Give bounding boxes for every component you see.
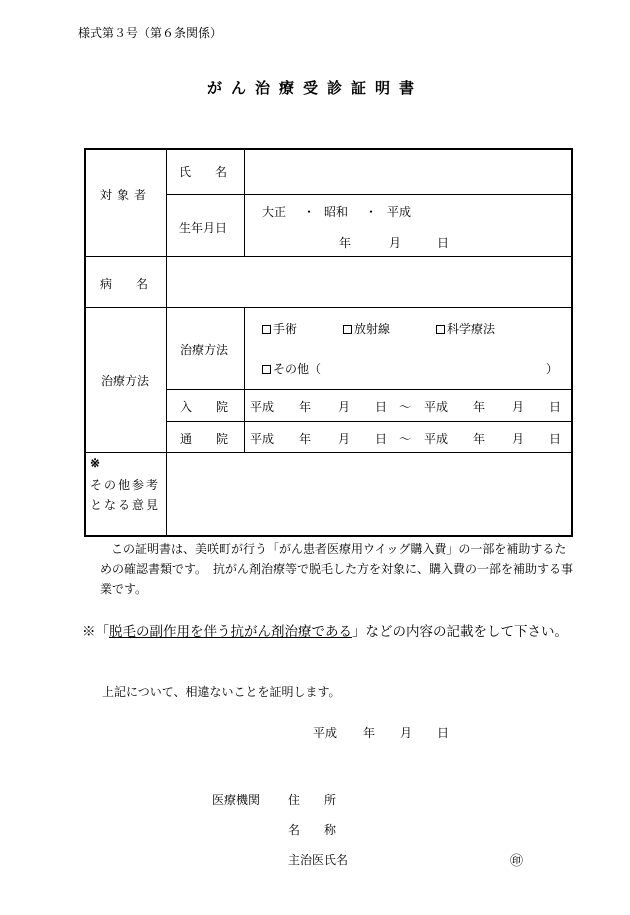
era-heisei[interactable]: 平成	[387, 205, 412, 219]
radiation-checkbox[interactable]	[343, 325, 352, 334]
treatment-method-label: 治療方法	[180, 343, 229, 357]
admission-start-era: 平成	[250, 400, 275, 414]
remarks-label-line1: その他参考	[90, 478, 161, 492]
treatment-label: 治療方法	[101, 374, 150, 388]
form-number: 様式第３号（第６条関係）	[78, 26, 223, 40]
birth-year-unit: 年	[339, 236, 352, 250]
name-label: 氏 名	[179, 165, 228, 179]
admission-start-year: 年	[299, 400, 312, 414]
option-surgery[interactable]	[262, 320, 297, 337]
seal-mark: ㊞	[510, 854, 524, 869]
admission-end-era: 平成	[424, 400, 449, 414]
disease-label: 病 名	[100, 277, 149, 291]
admission-end-year: 年	[473, 400, 486, 414]
cert-date-year: 年	[363, 726, 376, 740]
chemo-checkbox[interactable]	[436, 325, 445, 334]
outpatient-range-tilde: ～	[399, 432, 412, 446]
admission-range-tilde: ～	[399, 400, 412, 414]
birth-day-unit: 日	[437, 236, 450, 250]
birthdate-label: 生年月日	[179, 221, 228, 235]
radiation-label: 放射線	[354, 322, 391, 336]
outpatient-end-era: 平成	[424, 432, 449, 446]
outpatient-start-day: 日	[375, 432, 388, 446]
doctor-name-label: 主治医氏名	[288, 853, 349, 867]
outpatient-start-month: 月	[338, 432, 351, 446]
surgery-checkbox[interactable]	[262, 325, 271, 334]
era-separator: ・	[365, 205, 378, 219]
facility-name-label: 名 称	[288, 823, 337, 837]
other-label: その他（	[273, 362, 322, 376]
era-separator: ・	[303, 205, 316, 219]
instruction-underlined: 脱毛の副作用を伴う抗がん剤治療である	[109, 624, 352, 640]
subject-label: 対象者	[100, 188, 152, 202]
admission-start-day: 日	[375, 400, 388, 414]
birth-month-unit: 月	[389, 236, 402, 250]
remarks-label-line2: となる意見	[90, 498, 161, 512]
cert-date-day: 日	[437, 726, 450, 740]
outpatient-end-day: 日	[549, 432, 562, 446]
option-chemo[interactable]	[436, 320, 495, 337]
era-showa[interactable]: 昭和	[324, 205, 349, 219]
notice-paragraph: この証明書は、美咲町が行う「がん患者医療用ウイッグ購入費」の一部を補助するための確認書類です。 抗がん剤治療等で脱毛した方を対象に、購入費の一部を補助する事業です。	[100, 542, 574, 596]
institution-label: 医療機関	[212, 793, 261, 807]
option-radiation[interactable]	[343, 320, 390, 337]
outpatient-start-year: 年	[299, 432, 312, 446]
outpatient-end-month: 月	[512, 432, 525, 446]
instruction-line	[82, 620, 568, 640]
surgery-label: 手術	[273, 322, 298, 336]
admission-end-month: 月	[512, 400, 525, 414]
address-label: 住 所	[288, 793, 337, 807]
certification-statement: 上記について、相違ないことを証明します。	[102, 685, 341, 699]
remarks-mark: ※	[90, 456, 101, 470]
option-other[interactable]	[262, 360, 321, 377]
outpatient-label: 通 院	[180, 432, 229, 446]
outpatient-start-era: 平成	[250, 432, 275, 446]
era-taisho[interactable]: 大正	[262, 205, 287, 219]
admission-label: 入 院	[180, 400, 229, 414]
cert-date-month: 月	[400, 726, 413, 740]
admission-end-day: 日	[549, 400, 562, 414]
instruction-prefix: ※「	[82, 624, 109, 640]
chemo-label: 科学療法	[447, 322, 496, 336]
admission-start-month: 月	[338, 400, 351, 414]
outpatient-end-year: 年	[473, 432, 486, 446]
instruction-suffix: 」などの内容の記載をして下さい。	[352, 624, 568, 640]
cert-date-era: 平成	[313, 726, 338, 740]
other-checkbox[interactable]	[262, 365, 271, 374]
other-close-paren: ）	[546, 362, 559, 376]
document-title: がん治療受診証明書	[206, 79, 423, 97]
